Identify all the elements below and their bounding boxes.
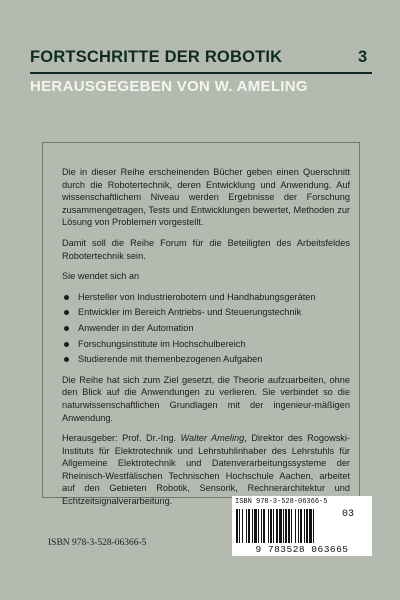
title-rule [30,72,372,74]
bullet-icon [64,310,69,315]
editor-paragraph: Herausgeber: Prof. Dr.-Ing. Walter Ameling, Direktor des Rogowski-Instituts für Elektrotechnik und Lehrstuhlinhaber des Lehrstuhls für Allgemeine Elektrotechnik und Datenverarbeitungssysteme der Rheinisch-Westfälischen Technischen Hochschule Aachen, arbeitet auf den Gebieten Robotik, Sensorik, Rechnerarchitektur und Echtzeitsignalverarbeitung. [62,433,350,507]
editor-line: HERAUSGEGEBEN VON W. AMELING [30,78,308,95]
barcode-icon [236,509,340,545]
barcode-isbn: ISBN 978-3-528-06366-5 [235,498,328,506]
barcode-addon: 03 [342,509,355,520]
forum-paragraph: Damit soll die Reihe Forum für die Beteiligten des Arbeitsfeldes Robotertechnik sein. [62,237,350,261]
barcode-digits: 9 783528 063665 [255,544,349,555]
volume-number: 3 [358,48,368,66]
editor-name: Walter Ameling [180,433,245,444]
list-item: Anwender in der Automation [62,322,350,335]
intro-paragraph: Die in dieser Reihe erscheinenden Bücher geben einen Querschnitt durch die Robotertechnik, deren Entwicklung und Anwendung. Auf wissenschaftlichem Niveau werden Ergebnisse der Forschung zusammengetragen, Tests und Entwicklungen bewertet, Methoden zur Lösung von Problemen vorgestellt. [62,167,350,228]
bullet-icon [64,357,69,362]
list-item: Entwickler im Bereich Antriebs- und Steuerungstechnik [62,306,350,319]
audience-intro: Sie wendet sich an [62,271,140,282]
list-item: Hersteller von Industrierobotern und Handhabungsgeräten [62,291,350,304]
goal-paragraph: Die Reihe hat sich zum Ziel gesetzt, die Theorie aufzuarbeiten, ohne den Blick auf die Anwendungen zu verlieren. Sie verbindet so die naturwissenschaftlichen Grundlagen mit der ingenieur-mäßigen Anwendung. [62,374,350,423]
bullet-icon [64,295,69,300]
cover-header [0,0,400,115]
list-item: Studierende mit themenbezogenen Aufgaben [62,353,350,366]
blurb [62,166,350,516]
bullet-icon [64,326,69,331]
bullet-icon [64,342,69,347]
audience-list [62,291,350,366]
list-item: Forschungsinstitute im Hochschulbereich [62,338,350,351]
series-title: FORTSCHRITTE DER ROBOTIK [30,48,283,66]
isbn-label: ISBN 978-3-528-06366-5 [48,538,147,548]
